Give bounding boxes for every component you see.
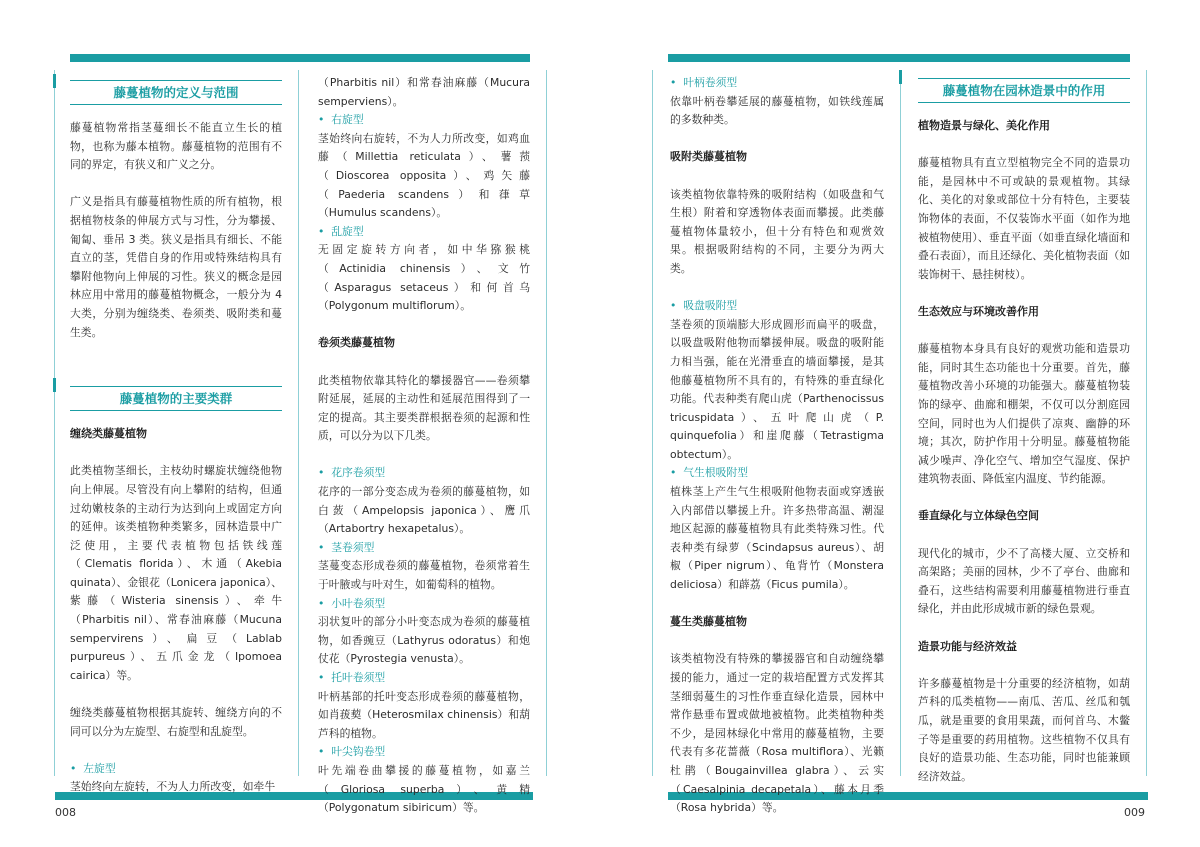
- paragraph: 该类植物没有特殊的攀援器官和自动缠绕攀援的能力，通过一定的栽培配置方式发挥其茎细弱蔓生的习性作垂直绿化造景，园林中常作悬垂布置或做地被植物。此类植物种类不少，是园林绿化中常用的藤蔓植物，主要代表有多花蔷薇（Rosa multiflora）、光籁杜鹃（Bougainvillea glabra）、云实（Caesalpinia decapetala）、藤本月季（Rosa hybrida）等。: [670, 652, 884, 815]
- paragraph: 花序的一部分变态成为卷须的藤蔓植物，如白蔹（Ampelopsis japonica）、鹰爪（Artabortry hexapetalus）。: [318, 485, 530, 536]
- column-1: [70, 80, 282, 797]
- bullet-heading: • 叶尖钩卷型: [318, 745, 386, 759]
- paragraph: 叶先端卷曲攀援的藤蔓植物，如嘉兰（Gloriosa superba）、黄精（Polygonatum sibiricum）等。: [318, 763, 530, 815]
- bullet-label: 花序卷须型: [331, 466, 386, 480]
- bullet-heading: • 小叶卷须型: [318, 596, 386, 610]
- paragraph: 许多藤蔓植物是十分重要的经济植物，如葫芦科的瓜类植物——南瓜、苦瓜、丝瓜和瓠瓜，就是重要的食用果蔬，而何首乌、木鳖子等是重要的药用植物。这些植物不仅具有良好的造景功能、生态功能，同时也能兼顾经济效益。: [918, 676, 1130, 783]
- subsection-heading: 生态效应与环境改善作用: [918, 304, 1039, 318]
- bullet-label: 气生根吸附型: [683, 466, 749, 480]
- subsection-heading: 造景功能与经济效益: [918, 639, 1017, 653]
- paragraph: 该类植物依靠特殊的吸附结构（如吸盘和气生根）附着和穿透物体表面而攀援。此类藤蔓植物体量较小，但十分有特色和观赏效果。根据吸附结构的不同，主要分为两大类。: [670, 187, 884, 275]
- bullet-heading: • 气生根吸附型: [670, 466, 749, 480]
- section-title: 藤蔓植物的主要类群: [70, 386, 282, 411]
- bullet-heading: • 叶柄卷须型: [670, 76, 738, 89]
- bullet-heading: • 茎卷须型: [318, 540, 375, 554]
- column-divider-4: [900, 70, 901, 776]
- section-title: 藤蔓植物在园林造景中的作用: [918, 78, 1130, 103]
- bullet-label: 小叶卷须型: [331, 596, 386, 610]
- bullet-label: 吸盘吸附型: [683, 299, 738, 313]
- subsection-heading: 缠绕类藤蔓植物: [70, 427, 147, 441]
- subsection-heading: 植物造景与绿化、美化作用: [918, 119, 1050, 132]
- paragraph: 茎蔓变态形成卷须的藤蔓植物，卷须常着生于叶腋或与叶对生，如葡萄科的植物。: [318, 559, 530, 592]
- section-title: 藤蔓植物的定义与范围: [70, 80, 282, 105]
- paragraph: 依靠叶柄卷攀延展的藤蔓植物，如铁线莲属的多数种类。: [670, 94, 884, 127]
- bullet-heading: • 托叶卷须型: [318, 671, 386, 684]
- top-band-left: [70, 54, 530, 62]
- paragraph: 广义是指具有藤蔓植物性质的所有植物，根据植物枝条的伸展方式与习性，分为攀援、匍匐、垂吊 3 类。狭义是指具有细长、不能直立的茎，凭借自身的作用或特殊结构具有攀附他物向上伸展的习性。狭义的概念是园林应用中常用的藤蔓植物概念，一般分为 4 大类，分别为缠绕类、卷须类、吸附类和蔓生类。: [70, 195, 282, 339]
- paragraph: 藤蔓植物本身具有良好的观赏功能和造景功能，同时其生态功能也十分重要。首先，藤蔓植物改善小环境的功能强大。藤蔓植物装饰的绿亭、曲廊和棚架，不仅可以分割庭园空间，同时也为人们提供了凉爽、幽静的环境；其次，防护作用十分明显。藤蔓植物能减少噪声、净化空气、增加空气湿度、保护建筑物表面、降低室内温度、节约能源。: [918, 342, 1130, 486]
- bullet-label: 托叶卷须型: [331, 671, 386, 684]
- column-divider-right-edge: [1146, 70, 1147, 776]
- bullet-heading: • 右旋型: [318, 113, 364, 127]
- subsection-heading: 卷须类藤蔓植物: [318, 336, 395, 350]
- section-accent-mark: [53, 74, 56, 88]
- bullet-heading: • 花序卷须型: [318, 466, 386, 480]
- paragraph: 茎始终向左旋转，不为人力所改变，如牵牛: [70, 780, 276, 794]
- subsection-heading: 蔓生类藤蔓植物: [670, 615, 747, 629]
- paragraph: 藤蔓植物常指茎蔓细长不能直立生长的植物，也称为藤本植物。藤蔓植物的范围有不同的界定，有狭义和广义之分。: [70, 121, 282, 172]
- column-2: [318, 74, 530, 818]
- paragraph: 现代化的城市，少不了高楼大厦、立交桥和高架路；美丽的园林，少不了亭台、曲廊和叠石，这些结构需要利用藤蔓植物进行垂直绿化，并由此形成城市新的绿色景观。: [918, 546, 1130, 616]
- bullet-label: 茎卷须型: [331, 540, 375, 554]
- page-number-left: 008: [55, 806, 76, 819]
- bullet-heading: • 左旋型: [70, 761, 116, 775]
- top-band-right: [668, 54, 1130, 62]
- paragraph: 茎卷须的顶端膨大形成圆形而扁平的吸盘，以吸盘吸附他物而攀援伸展。吸盘的吸附能力相当强，能在光滑垂直的墙面攀援，是其他藤蔓植物所不具有的，有特殊的垂直绿化功能。代表种类有爬山虎（Parthenocissus tricuspidata）、五叶爬山虎（P. quinquefolia）和崖爬藤（Tetrastigma obtectum）。: [670, 317, 884, 461]
- paragraph: 藤蔓植物具有直立型植物完全不同的造景功能，是园林中不可或缺的景观植物。其绿化、美化的对象或部位十分有特色，主要装饰物体的表面，不仅装饰水平面（如作为地被植物使用）、垂直平面（如垂直绿化墙面和叠石表面），而且还绿化、美化植物表面（如装饰树干、悬挂树枝）。: [918, 156, 1130, 281]
- page-number-right: 009: [1124, 806, 1145, 819]
- bullet-heading: • 吸盘吸附型: [670, 299, 738, 313]
- column-divider-1: [298, 70, 299, 776]
- paragraph: 茎始终向右旋转，不为人力所改变，如鸡血藤（Millettia reticulata）、薯蓣（Dioscorea opposita）、鸡矢藤（Paederia scandens）和葎草（Humulus scandens）。: [318, 131, 530, 220]
- bullet-heading: • 乱旋型: [318, 224, 364, 238]
- paragraph: 此类植物依靠其特化的攀援器官——卷须攀附延展，延展的主动性和延展范围得到了一定的提高。其主要类群根据卷须的起源和性质，可以分为以下几类。: [318, 373, 530, 443]
- section-accent-mark: [899, 70, 902, 84]
- paragraph: 植株茎上产生气生根吸附他物表面或穿透嵌入内部借以攀援上升。许多热带高温、潮湿地区起源的藤蔓植物具有此类特殊习性。代表种类有绿萝（Scindapsus aureus）、胡椒（Piper nigrum）、龟背竹（Monstera deliciosa）和薜荔（Ficus pumila）。: [670, 485, 884, 592]
- paragraph: 羽状复叶的部分小叶变态成为卷须的藤蔓植物，如香豌豆（Lathyrus odoratus）和炮仗花（Pyrostegia venusta）。: [318, 615, 530, 666]
- column-divider-2: [546, 70, 547, 776]
- column-3: [670, 74, 884, 818]
- bullet-label: 乱旋型: [331, 224, 364, 238]
- subsection-heading: 吸附类藤蔓植物: [670, 150, 747, 164]
- subsection-heading: 垂直绿化与立体绿色空间: [918, 509, 1039, 523]
- bullet-label: 叶尖钩卷型: [331, 745, 386, 759]
- column-divider-left-edge: [54, 70, 55, 776]
- paragraph: 无固定旋转方向者，如中华猕猴桃（Actinidia chinensis）、文竹（Asparagus setaceus）和何首乌（Polygonum multiflorum）。: [318, 243, 530, 313]
- bullet-label: 左旋型: [83, 761, 116, 775]
- column-divider-3: [652, 70, 653, 776]
- column-4: [918, 78, 1130, 786]
- paragraph: 缠绕类藤蔓植物根据其旋转、缠绕方向的不同可以分为左旋型、右旋型和乱旋型。: [70, 706, 282, 738]
- paragraph: 此类植物茎细长，主枝幼时螺旋状缠绕他物向上伸展。尽管没有向上攀附的结构，但通过幼嫩枝条的主动行为达到向上或固定方向的延伸。该类植物种类繁多，园林造景中广泛使用，主要代表植物包括铁线莲（Clematis florida）、木通（Akebia quinata）、金银花（Lonicera japonica）、紫藤（Wisteria sinensis）、牵牛（Pharbitis nil）、常春油麻藤（Mucuna sempervirens）、扁豆（Lablab purpureus）、五爪金龙（Ipomoea cairica）等。: [70, 464, 282, 682]
- bullet-label: 叶柄卷须型: [683, 76, 738, 89]
- paragraph: （Pharbitis nil）和常春油麻藤（Mucura semperviens）。: [318, 76, 530, 108]
- paragraph: 叶柄基部的托叶变态形成卷须的藤蔓植物，如肖菝葜（Heterosmilax chinensis）和葫芦科的植物。: [318, 689, 530, 740]
- bullet-label: 右旋型: [331, 113, 364, 127]
- section-accent-mark: [53, 378, 56, 392]
